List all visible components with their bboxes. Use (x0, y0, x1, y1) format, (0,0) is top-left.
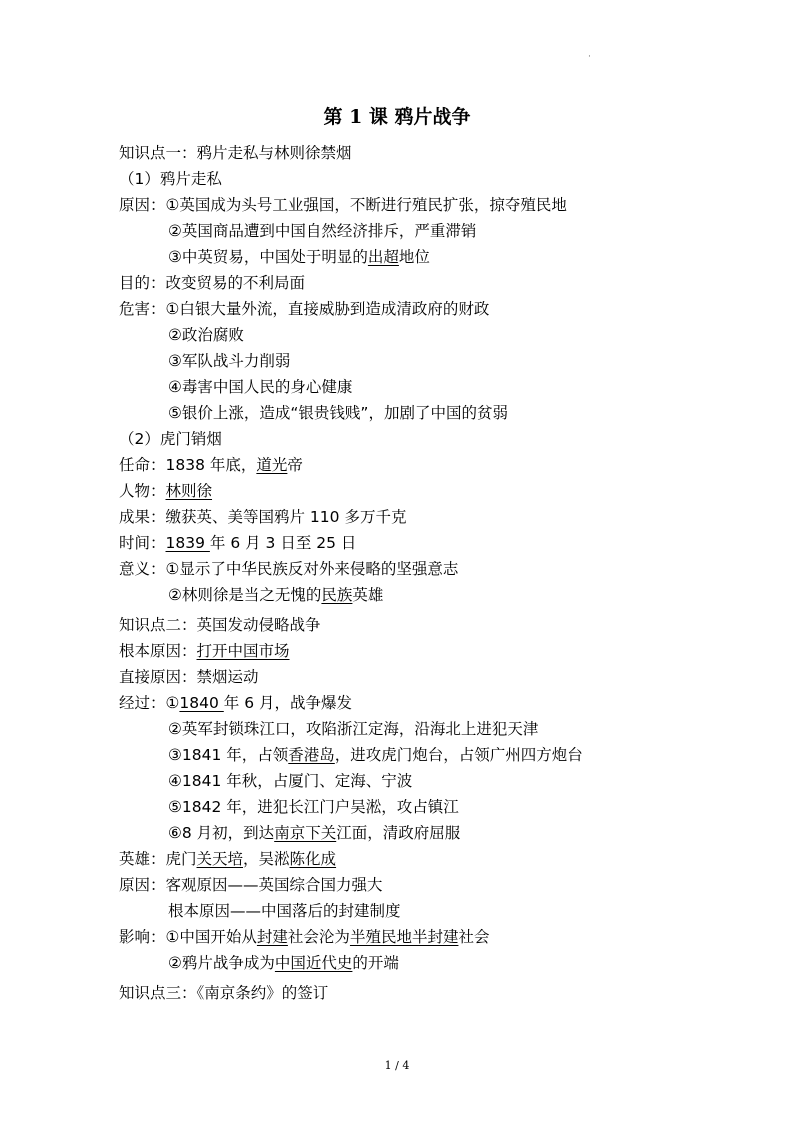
heading-knowledge-point-3 (119, 980, 739, 1006)
underlined-answer: 香港岛 (288, 746, 335, 764)
text-segment: ③1841 年，占领 (168, 746, 289, 764)
text-segment: ⑤银价上涨，造成“银贵钱贱”，加剧了中国的贫弱 (168, 404, 508, 422)
text-line (119, 348, 739, 374)
underlined-answer: 出超 (367, 248, 399, 266)
text-line (119, 716, 739, 742)
text-line (119, 530, 739, 556)
text-segment: ②林则徐是当之无愧的 (168, 586, 322, 604)
text-segment: 时间： (119, 534, 166, 552)
text-segment: 英雄 (352, 586, 384, 604)
text-line (119, 768, 739, 794)
text-line (119, 742, 739, 768)
text-segment: ②英国商品遭到中国自然经济排斥，严重滞销 (168, 222, 477, 240)
underlined-answer: 封建 (256, 928, 288, 946)
text-segment: 成果：缴获英、美等国鸦片 110 多万千克 (119, 508, 407, 526)
text-segment: 江面，清政府屈服 (336, 824, 461, 842)
underlined-answer: 打开中国市场 (196, 642, 290, 660)
text-line (119, 664, 739, 690)
text-segment: ④毒害中国人民的身心健康 (168, 378, 353, 396)
text-segment: 任命：1838 年底， (119, 456, 257, 474)
underlined-answer: 1840 (179, 694, 224, 712)
text-line (119, 218, 739, 244)
heading-knowledge-point-1 (119, 140, 739, 166)
page-number: 1 / 4 (384, 1059, 410, 1072)
text-segment: （1）鸦片走私 (119, 170, 222, 188)
text-line (119, 192, 739, 218)
text-line (119, 638, 739, 664)
text-line (119, 794, 739, 820)
text-segment: ，进攻虎门炮台，占领广州四方炮台 (334, 746, 583, 764)
underlined-answer: 关天培 (196, 850, 244, 868)
underlined-answer: 民族 (321, 586, 353, 604)
text-segment: 地位 (398, 248, 430, 266)
text-segment: 原因：客观原因——英国综合国力强大 (119, 876, 383, 894)
text-segment: 人物： (119, 482, 166, 500)
text-segment: ⑤1842 年，进犯长江门户吴淞，攻占镇江 (168, 798, 459, 816)
text-segment: ⑥8 月初，到达 (168, 824, 275, 842)
text-segment: 原因：①英国成为头号工业强国，不断进行殖民扩张，掠夺殖民地 (119, 196, 567, 214)
text-line (119, 582, 739, 608)
text-segment: ④1841 年秋，占厦门、定海、宁波 (168, 772, 413, 790)
underlined-answer: 1839 (165, 534, 210, 552)
text-segment: ②英军封锁珠江口，攻陷浙江定海，沿海北上进犯天津 (168, 720, 539, 738)
text-segment: 意义：①显示了中华民族反对外来侵略的坚强意志 (119, 560, 459, 578)
text-segment: 根本原因——中国落后的封建制度 (168, 902, 401, 920)
corner-mark: · (588, 52, 591, 62)
text-line (119, 504, 739, 530)
text-line (119, 374, 739, 400)
text-line (119, 400, 739, 426)
text-segment: 知识点二：英国发动侵略战争 (119, 616, 321, 634)
text-segment: ③军队战斗力削弱 (168, 352, 291, 370)
text-segment: 社会 (458, 928, 490, 946)
page-title: 第 1 课 鸦片战争 (323, 106, 471, 128)
underlined-answer: 中国近代史 (274, 954, 353, 972)
text-line (119, 898, 739, 924)
text-segment: 根本原因： (119, 642, 197, 660)
text-segment: 年 6 月，战争爆发 (223, 694, 352, 712)
text-line (119, 322, 739, 348)
text-segment: 影响：①中国开始从 (119, 928, 257, 946)
text-line (119, 296, 739, 322)
text-segment: ③中英贸易，中国处于明显的 (168, 248, 368, 266)
text-line (119, 244, 739, 270)
text-segment: 知识点三：《南京条约》的签订 (119, 984, 329, 1002)
text-segment: 知识点一：鸦片走私与林则徐禁烟 (119, 144, 352, 162)
text-line (119, 270, 739, 296)
document-body (119, 140, 739, 1006)
text-segment: （2）虎门销烟 (119, 430, 222, 448)
text-line (119, 846, 739, 872)
text-segment: 社会沦为 (287, 928, 350, 946)
text-segment: 的开端 (352, 954, 399, 972)
underlined-answer: 道光 (256, 456, 288, 474)
text-line (119, 690, 739, 716)
subheading-opium-smuggling (119, 166, 739, 192)
text-segment: ②鸦片战争成为 (168, 954, 275, 972)
underlined-answer: 半殖民地半封建 (349, 928, 459, 946)
text-line (119, 924, 739, 950)
text-segment: ②政治腐败 (168, 326, 244, 344)
text-line (119, 452, 739, 478)
text-segment: 英雄：虎门 (119, 850, 197, 868)
underlined-answer: 陈化成 (289, 850, 337, 868)
text-segment: 目的：改变贸易的不利局面 (119, 274, 306, 292)
text-line (119, 820, 739, 846)
text-segment: 危害：①白银大量外流，直接威胁到造成清政府的财政 (119, 300, 490, 318)
subheading-humen-opium-destruction (119, 426, 739, 452)
heading-knowledge-point-2 (119, 612, 739, 638)
text-line (119, 478, 739, 504)
underlined-answer: 林则徐 (165, 482, 213, 500)
text-line (119, 556, 739, 582)
text-segment: 年 6 月 3 日至 25 日 (209, 534, 357, 552)
text-segment: ，吴淞 (243, 850, 290, 868)
text-segment: 经过：① (119, 694, 180, 712)
text-segment: 直接原因：禁烟运动 (119, 668, 259, 686)
text-line (119, 872, 739, 898)
underlined-answer: 南京下关 (274, 824, 337, 842)
text-segment: 帝 (287, 456, 303, 474)
text-line (119, 950, 739, 976)
